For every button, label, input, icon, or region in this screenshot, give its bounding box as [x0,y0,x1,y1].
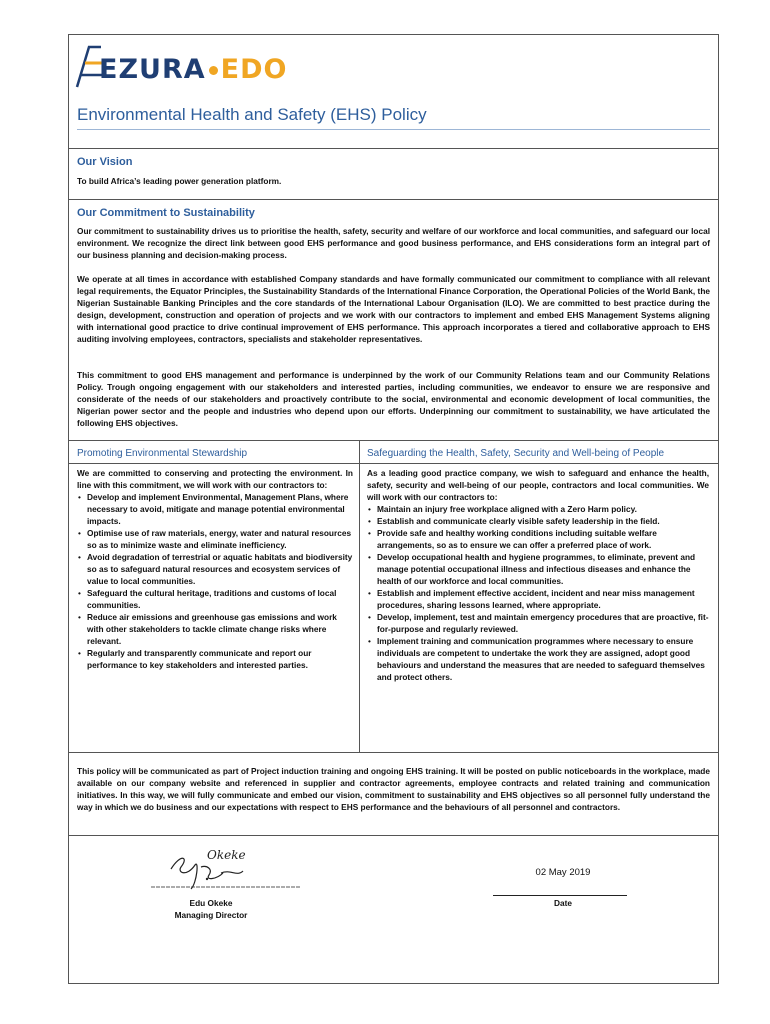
list-item: • Avoid degradation of terrestrial or aquatic habitats and biodiversity so as to safeguard natural resources and ecosystem services of value to local communities. [87,551,353,587]
list-item: • Implement training and communication programmes where necessary to ensure individuals are competent to undertake the work they are assigned, adopt good behaviours and understand the measures that are needed to safeguard themselves and protect others. [377,635,709,683]
list-item: • Develop occupational health and hygiene programmes, to eliminate, prevent and manage potential occupational illness and infectious diseases and enhance the health of our workforce and local communities. [377,551,709,587]
signatory-name: Edu Okeke [189,898,233,908]
vision-text: To build Africa’s leading power generation platform. [77,176,282,186]
signature-date: 02 May 2019 [535,867,591,878]
commitment-paragraph-1: Our commitment to sustainability drives us to prioritise the health, safety, security and welfare of our workforce and local communities, and safeguard our local environment. We recognize the direct link between good EHS performance and good business performance, and EHS considerations form an integral part of our business planning and decision-making process. [77,226,710,260]
people-intro: As a leading good practice company, we wish to safeguard and enhance the health, safety, security and well-being of our people, contractors and local communities. We will work with our contractors to: [367,468,709,502]
environment-heading: Promoting Environmental Stewardship [77,448,248,459]
people-list [367,503,709,683]
commitment-paragraph-3: This commitment to good EHS management and performance is underpinned by the work of our Community Relations team and our Community Relations Policy. Trough ongoing engagement with our stakeholders and interested parties, including communities, we endeavor to ensure we are responsive and considerate of the needs of our stakeholders and proactively contribute to the social, environmental and economic development of local communities, the Nigerian power sector and the people and industries who depend upon our efforts. Underpinning our commitment to sustainability, we have articulated the following EHS objectives. [77,370,710,428]
list-item: • Optimise use of raw materials, energy, water and natural resources so as to minimize waste and eliminate inefficiency. [87,527,353,551]
company-logo [69,41,329,91]
column-header-divider [69,463,718,464]
section-divider [69,199,718,200]
list-item: • Maintain an injury free workplace aligned with a Zero Harm policy. [377,503,709,515]
column-divider [359,440,360,752]
date-line [493,895,627,896]
vision-heading: Our Vision [77,156,133,168]
date-label: Date [554,898,572,908]
logo-text-primary: EZURA [99,54,206,85]
list-item: • Establish and implement effective accident, incident and near miss management procedures, sharing lessons learned, where appropriate. [377,587,709,611]
signature-image [151,843,311,895]
environment-objectives [77,467,353,671]
list-item: • Reduce air emissions and greenhouse gas emissions and work with other stakeholders to tackle climate change risks where relevant. [87,611,353,647]
environment-list [77,491,353,671]
list-item: • Develop, implement, test and maintain emergency procedures that are proactive, fit-for-purpose and regularly reviewed. [377,611,709,635]
policy-page [68,34,719,984]
closing-paragraph: This policy will be communicated as part of Project induction training and ongoing EHS training. It will be posted on public noticeboards in the workplace, made available on our company website and referenced in supplier and contractor agreements, employee contracts and related training and communication initiatives. In this way, we will fully communicate and embed our vision, commitment to sustainability and EHS objectives so all personnel fully understand the way in which we do business and our expectations with respect to EHS performance and the behaviours of all personnel and contractors. [77,766,710,812]
list-item: • Establish and communicate clearly visible safety leadership in the field. [377,515,709,527]
logo-text-secondary: EDO [220,54,288,85]
section-divider [69,148,718,149]
page-title: Environmental Health and Safety (EHS) Policy [77,105,427,124]
environment-intro: We are committed to conserving and protecting the environment. In line with this commitment, we will work with our contractors to: [77,468,353,490]
list-item: • Develop and implement Environmental, Management Plans, where necessary to avoid, mitigate and manage potential environmental impacts. [87,491,353,527]
people-objectives [367,467,709,683]
section-divider [69,835,718,836]
commitment-heading: Our Commitment to Sustainability [77,207,255,219]
signature-handwriting: Okeke [207,848,246,862]
list-item: • Provide safe and healthy working conditions including suitable welfare arrangements, so as to ensure we can offer a preferred place of work. [377,527,709,551]
people-heading: Safeguarding the Health, Safety, Security and Well-being of People [367,448,665,459]
section-divider [69,752,718,753]
list-item: • Safeguard the cultural heritage, traditions and customs of local communities. [87,587,353,611]
commitment-paragraph-2: We operate at all times in accordance with established Company standards and have formally communicated our commitment to compliance with all relevant legal requirements, the Equator Principles, the Sustainability Standards of the International Finance Corporation, the Operational Policies of the World Bank, the Nigerian Sustainable Banking Principles and the core standards of the International Labour Organisation (ILO). We are committed to best practice during the design, development, construction and operation of projects and we work with our contractors to implement and embed EHS Management Systems aligning with international good practice to drive continual improvement of EHS performance. This approach incorporates a tiered and collaborative approach to EHS auditing involving employees, contractors, specialists and stakeholder representatives. [77,274,710,344]
signatory-role: Managing Director [174,910,248,920]
logo-dot-icon [209,66,218,75]
list-item: • Regularly and transparently communicate and report our performance to key stakeholders and interested parties. [87,647,353,671]
section-divider [69,440,718,441]
title-divider [77,129,710,130]
